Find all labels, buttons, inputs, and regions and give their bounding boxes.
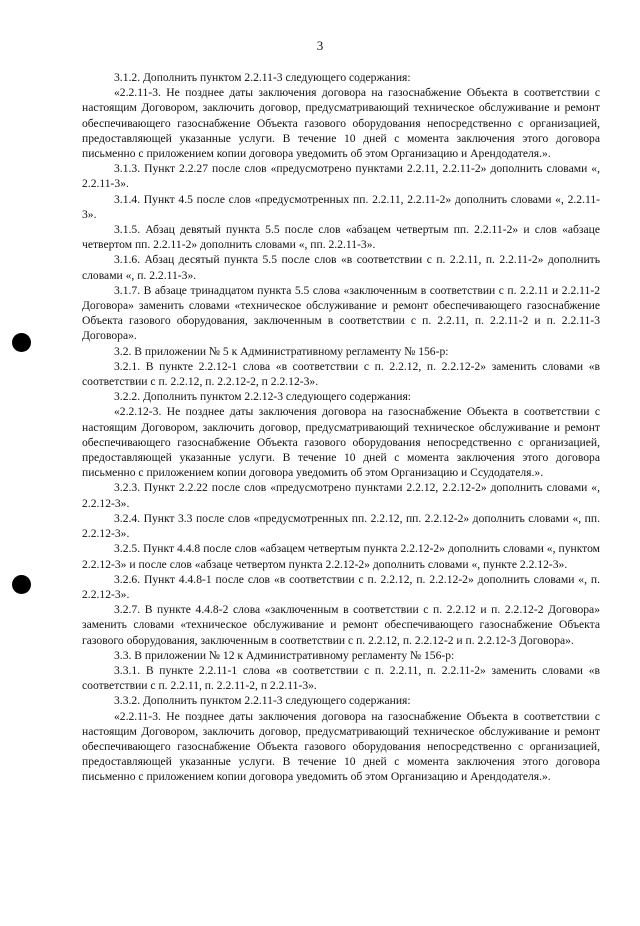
paragraph: 3.2.4. Пункт 3.3 после слов «предусмотренных пп. 2.2.12, пп. 2.2.12-2» дополнить словами «, пп. 2.2.12-3».: [82, 511, 600, 541]
section-heading: 3.3. В приложении № 12 к Административному регламенту № 156-р:: [114, 648, 455, 662]
paragraph: 3.1.6. Абзац десятый пункта 5.5 после слов «в соответствии с п. 2.2.11, п. 2.2.11-2» дополнить словами «, п. 2.2.11-3».: [82, 253, 600, 282]
quoted-clause: «2.2.11-3. Не позднее даты заключения договора на газоснабжение Объекта в соответствии с настоящим Договором, заключить договор, предусматривающий техническое обслуживание и ремонт обеспечивающего газоснабжение Объекта газового оборудования непосредственно с организацией, предоставляющей указанные услуги. В течение 10 дней с момента заключения этого договора письменно с приложением копии договора уведомить об этом Организацию и Арендодателя.».: [82, 709, 600, 784]
paragraph: 3.2.3. Пункт 2.2.22 после слов «предусмотрено пунктами 2.2.12, 2.2.12-2» дополнить словами «, 2.2.12-3».: [82, 481, 600, 510]
punch-hole-mark: [12, 575, 31, 594]
quoted-clause: «2.2.12-3. Не позднее даты заключения договора на газоснабжение Объекта в соответствии с настоящим Договором, заключить договор, предусматривающий техническое обслуживание и ремонт обеспечивающего газоснабжение Объекта газового оборудования непосредственно с организацией, предоставляющей указанные услуги. В течение 10 дней с момента заключения этого договора письменно с приложением копии договора уведомить об этом Организацию и Ссудодателя.».: [82, 405, 600, 480]
paragraph: 3.1.3. Пункт 2.2.27 после слов «предусмотрено пунктами 2.2.11, 2.2.11-2» дополнить словами «, 2.2.11-3».: [82, 162, 600, 191]
paragraph: 3.1.7. В абзаце тринадцатом пункта 5.5 слова «заключенным в соответствии с п. 2.2.11 и 2.2.11-2 Договора» заменить словами «техническое обслуживание и ремонт обеспечивающего газоснабжение Объекта газового оборудования, заключенным в соответствии с п. 2.2.11, п. 2.2.11-2 и п. 2.2.11-3 Договора».: [82, 283, 600, 343]
paragraph: 3.1.2. Дополнить пунктом 2.2.11-3 следующего содержания:: [114, 71, 411, 84]
page-number: 3: [316, 38, 324, 53]
punch-hole-mark: [12, 333, 31, 352]
quoted-clause: «2.2.11-3. Не позднее даты заключения договора на газоснабжение Объекта в соответствии с настоящим Договором, заключить договор, предусматривающий техническое обслуживание и ремонт обеспечивающего газоснабжение Объекта газового оборудования непосредственно с организацией, предоставляющей указанные услуги. В течение 10 дней с момента заключения этого договора письменно с приложением копии договора уведомить об этом Организацию и Арендодателя.».: [82, 86, 600, 161]
paragraph: 3.2.5. Пункт 4.4.8 после слов «абзацем четвертым пункта 2.2.12-2» дополнить словами «, пунктом 2.2.12-3» и после слов «абзаце четвертом пункта 2.2.12-2» дополнить словами «, пункте 2.2.12-3».: [82, 542, 600, 571]
paragraph: 3.1.4. Пункт 4.5 после слов «предусмотренных пп. 2.2.11, 2.2.11-2» дополнить словами «, 2.2.11-3».: [82, 192, 600, 221]
paragraph: 3.2.2. Дополнить пунктом 2.2.12-3 следующего содержания:: [114, 390, 412, 404]
section-heading: 3.2. В приложении № 5 к Административному регламенту № 156-р:: [114, 344, 449, 358]
document-body: [82, 70, 600, 785]
paragraph: 3.2.6. Пункт 4.4.8-1 после слов «в соответствии с п. 2.2.12, п. 2.2.12-2» дополнить словами «, п. 2.2.12-3».: [82, 572, 600, 601]
paragraph: 3.2.1. В пункте 2.2.12-1 слова «в соответствии с п. 2.2.12, п. 2.2.12-2» заменить словами «в соответствии с п. 2.2.12, п. 2.2.12-2, п 2.2.12-3».: [82, 359, 600, 389]
paragraph: 3.3.1. В пункте 2.2.11-1 слова «в соответствии с п. 2.2.11, п. 2.2.11-2» заменить словами «в соответствии с п. 2.2.11, п. 2.2.11-2, п 2.2.11-3».: [82, 663, 600, 693]
paragraph: 3.1.5. Абзац девятый пункта 5.5 после слов «абзацем четвертым пп. 2.2.11-2» и слов «абзаце четвертом пп. 2.2.11-2» дополнить словами «, пп. 2.2.11-3».: [82, 223, 600, 252]
paragraph: 3.2.7. В пункте 4.4.8-2 слова «заключенным в соответствии с п. 2.2.12 и п. 2.2.12-2 Договора» заменить словами «техническое обслуживание и ремонт обеспечивающего газоснабжение Объекта газового оборудования, заключенным в соответствии с п. 2.2.12, п. 2.2.12-2 и п. 2.2.12-3 Договора».: [82, 603, 600, 647]
paragraph: 3.3.2. Дополнить пунктом 2.2.11-3 следующего содержания:: [114, 694, 411, 708]
